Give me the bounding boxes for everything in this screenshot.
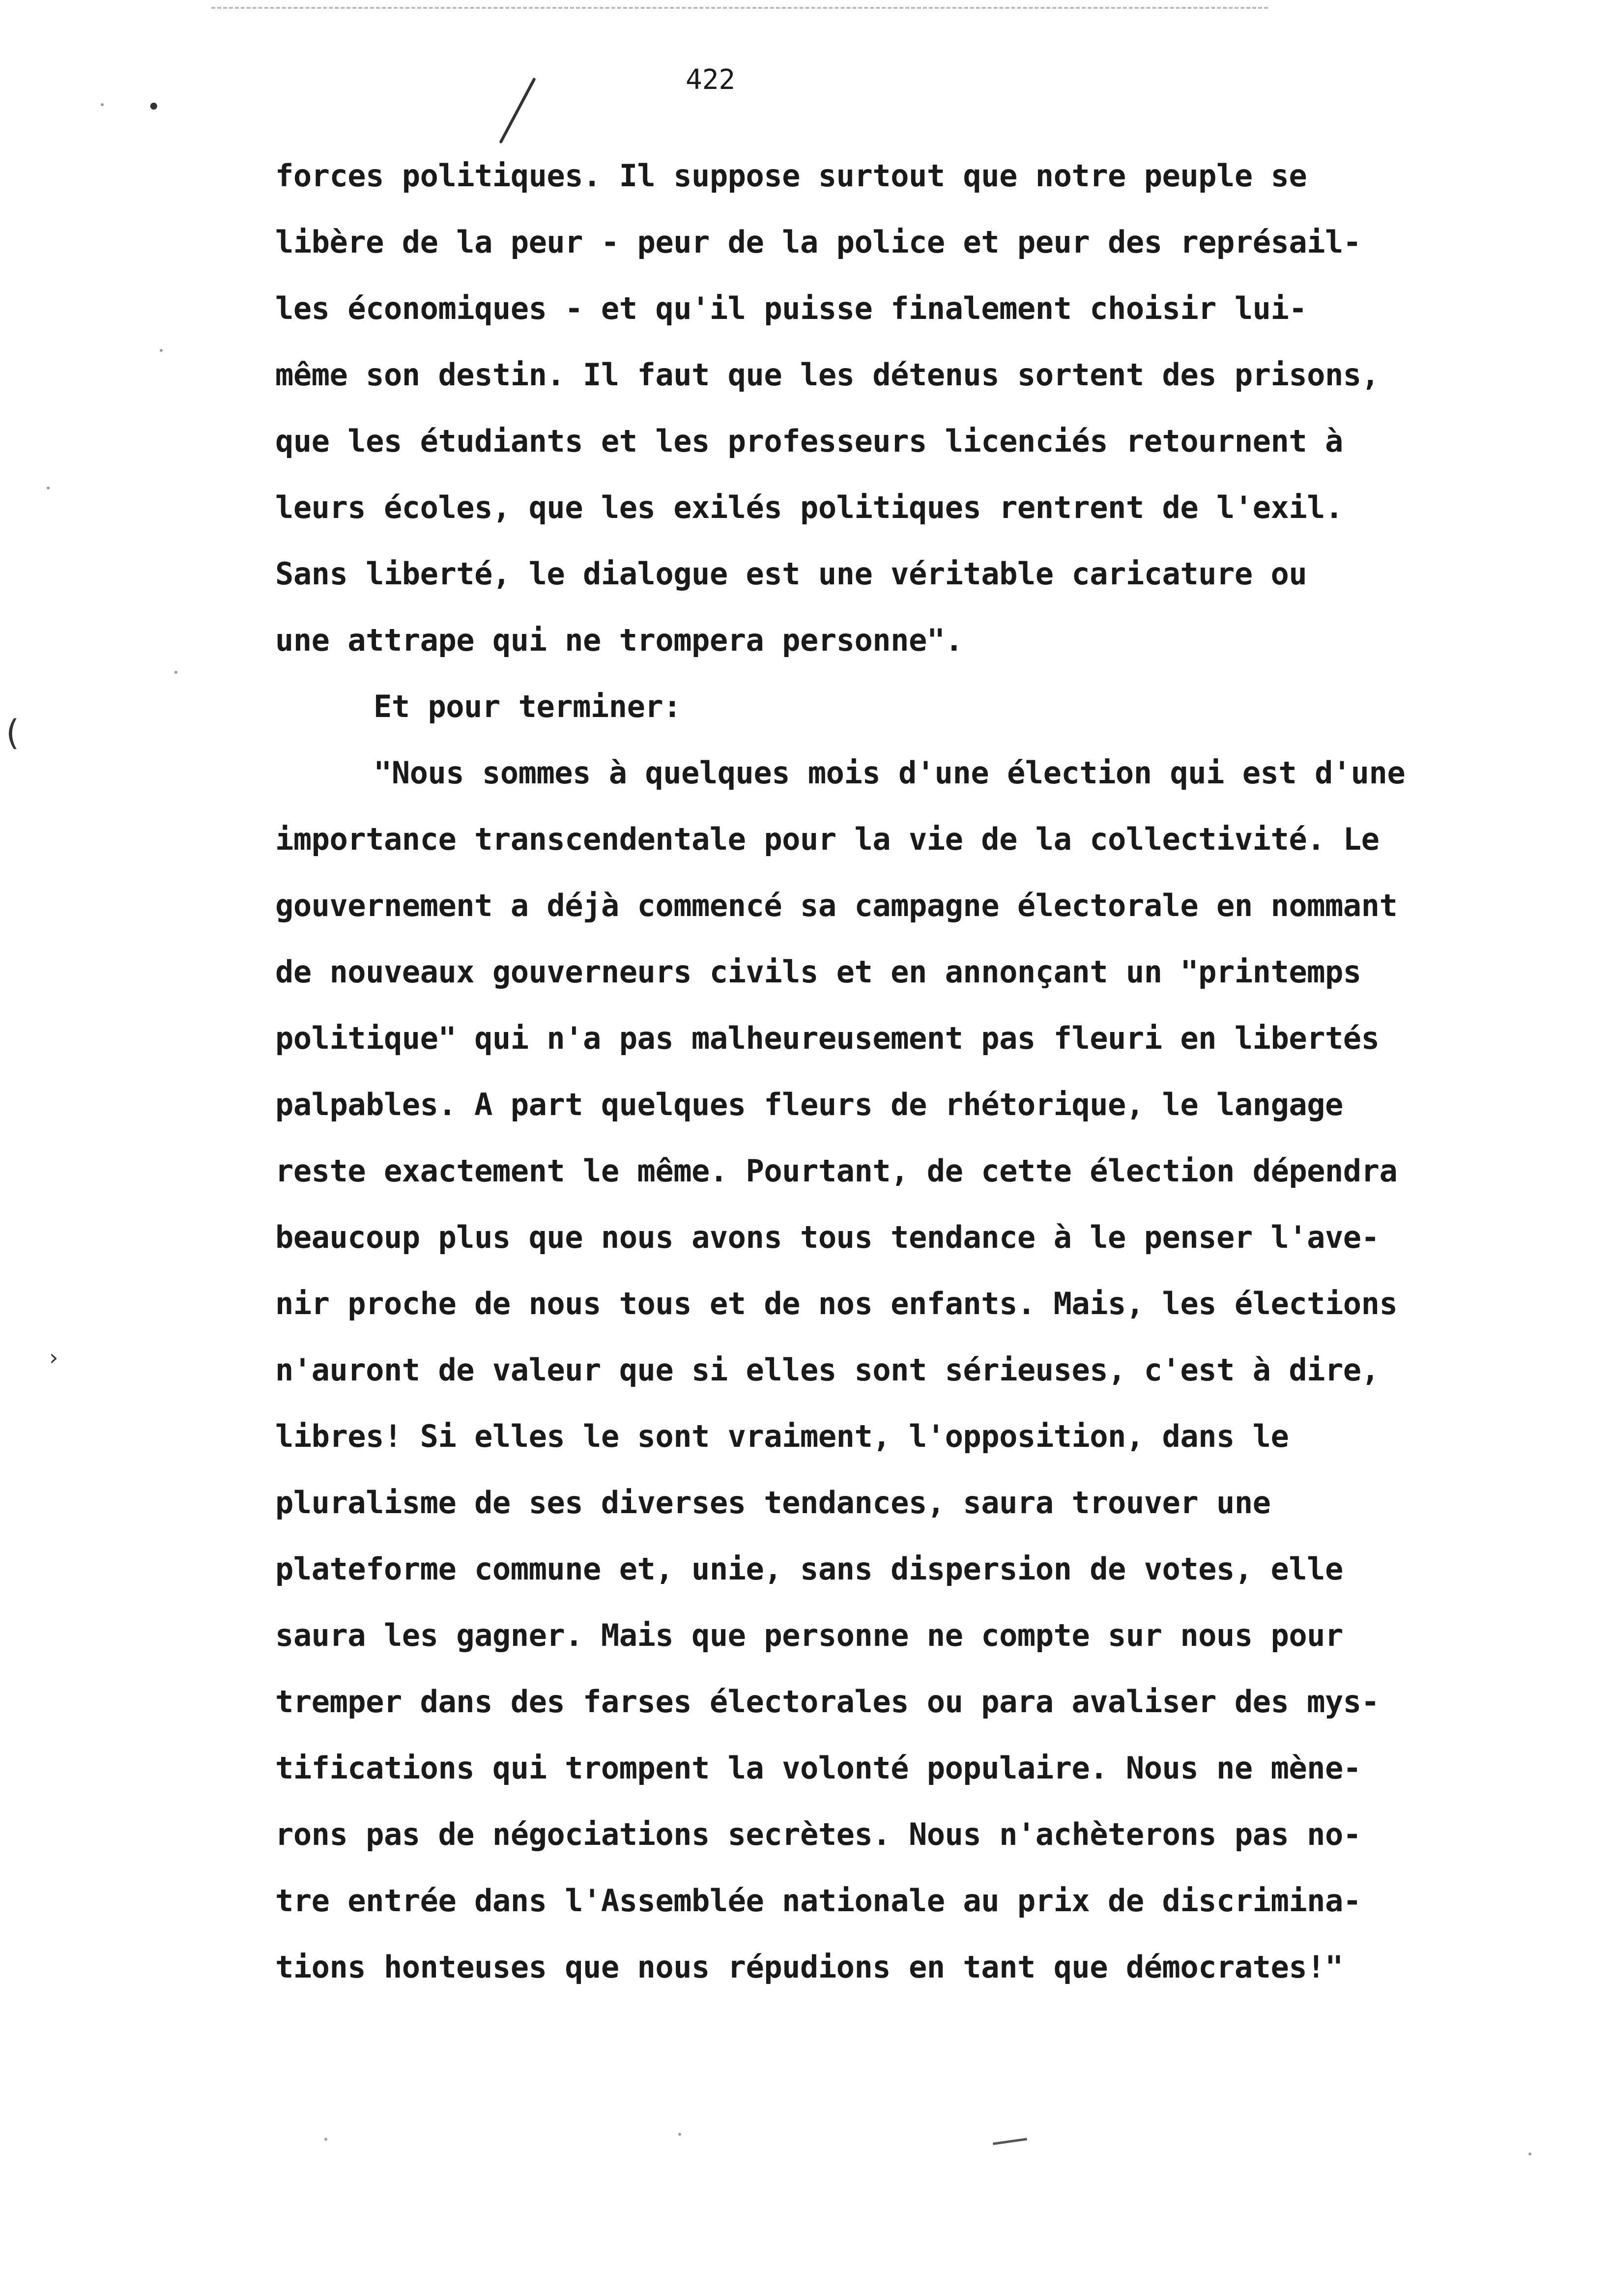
- page-number: 422: [686, 64, 736, 96]
- speck: [160, 349, 163, 352]
- text-line: Sans liberté, le dialogue est une véritable caricature ou: [275, 556, 1307, 592]
- speck: [47, 487, 50, 489]
- text-line: tions honteuses que nous répudions en tant que démocrates!": [275, 1949, 1343, 1985]
- margin-mark-paren: (: [6, 713, 20, 753]
- text-line: rons pas de négociations secrètes. Nous n'achèterons pas no-: [275, 1816, 1361, 1852]
- text-line: de nouveaux gouverneurs civils et en annonçant un "printemps: [275, 954, 1361, 990]
- speck: [174, 671, 177, 674]
- text-line: les économiques - et qu'il puisse finalement choisir lui-: [275, 290, 1307, 326]
- bottom-dash-mark: [993, 2138, 1027, 2145]
- text-line: importance transcendentale pour la vie de la collectivité. Le: [275, 821, 1380, 857]
- speck: [101, 103, 104, 106]
- text-line: palpables. A part quelques fleurs de rhétorique, le langage: [275, 1087, 1343, 1122]
- text-line: tre entrée dans l'Assemblée nationale au prix de discrimina-: [275, 1883, 1361, 1919]
- margin-mark-close: ›: [49, 1344, 58, 1371]
- text-line: reste exactement le même. Pourtant, de cette élection dépendra: [275, 1153, 1398, 1189]
- text-line: pluralisme de ses diverses tendances, saura trouver une: [275, 1485, 1271, 1521]
- margin-mark-top: •: [147, 96, 160, 118]
- text-line: gouvernement a déjà commencé sa campagne électorale en nommant: [275, 888, 1398, 923]
- speck: [324, 2138, 327, 2141]
- text-line: n'auront de valeur que si elles sont sérieuses, c'est à dire,: [275, 1352, 1380, 1388]
- speck: [1528, 2152, 1531, 2155]
- pen-slash-mark: [499, 77, 536, 144]
- text-line: libère de la peur - peur de la police et peur des représail-: [275, 224, 1361, 260]
- text-line: une attrape qui ne trompera personne".: [275, 622, 963, 658]
- text-line: même son destin. Il faut que les détenus sortent des prisons,: [275, 357, 1380, 393]
- text-line: nir proche de nous tous et de nos enfants. Mais, les élections: [275, 1286, 1398, 1321]
- text-line: forces politiques. Il suppose surtout que notre peuple se: [275, 158, 1307, 194]
- text-line: politique" qui n'a pas malheureusement pas fleuri en libertés: [275, 1020, 1380, 1056]
- text-line: leurs écoles, que les exilés politiques rentrent de l'exil.: [275, 489, 1343, 525]
- text-line: tremper dans des farses électorales ou para avaliser des mys-: [275, 1684, 1380, 1720]
- text-line: plateforme commune et, unie, sans dispersion de votes, elle: [275, 1551, 1343, 1587]
- text-line: que les étudiants et les professeurs licenciés retournent à: [275, 423, 1343, 459]
- text-line: libres! Si elles le sont vraiment, l'opposition, dans le: [275, 1418, 1289, 1454]
- text-line: Et pour terminer:: [374, 689, 682, 724]
- body-text: [275, 143, 1533, 2000]
- text-line: saura les gagner. Mais que personne ne compte sur nous pour: [275, 1617, 1343, 1653]
- text-line: tifications qui trompent la volonté populaire. Nous ne mène-: [275, 1750, 1361, 1786]
- text-line: "Nous sommes à quelques mois d'une élection qui est d'une: [374, 755, 1406, 791]
- speck: [678, 2133, 681, 2136]
- top-rule: [211, 7, 1268, 9]
- text-line: beaucoup plus que nous avons tous tendance à le penser l'ave-: [275, 1219, 1380, 1255]
